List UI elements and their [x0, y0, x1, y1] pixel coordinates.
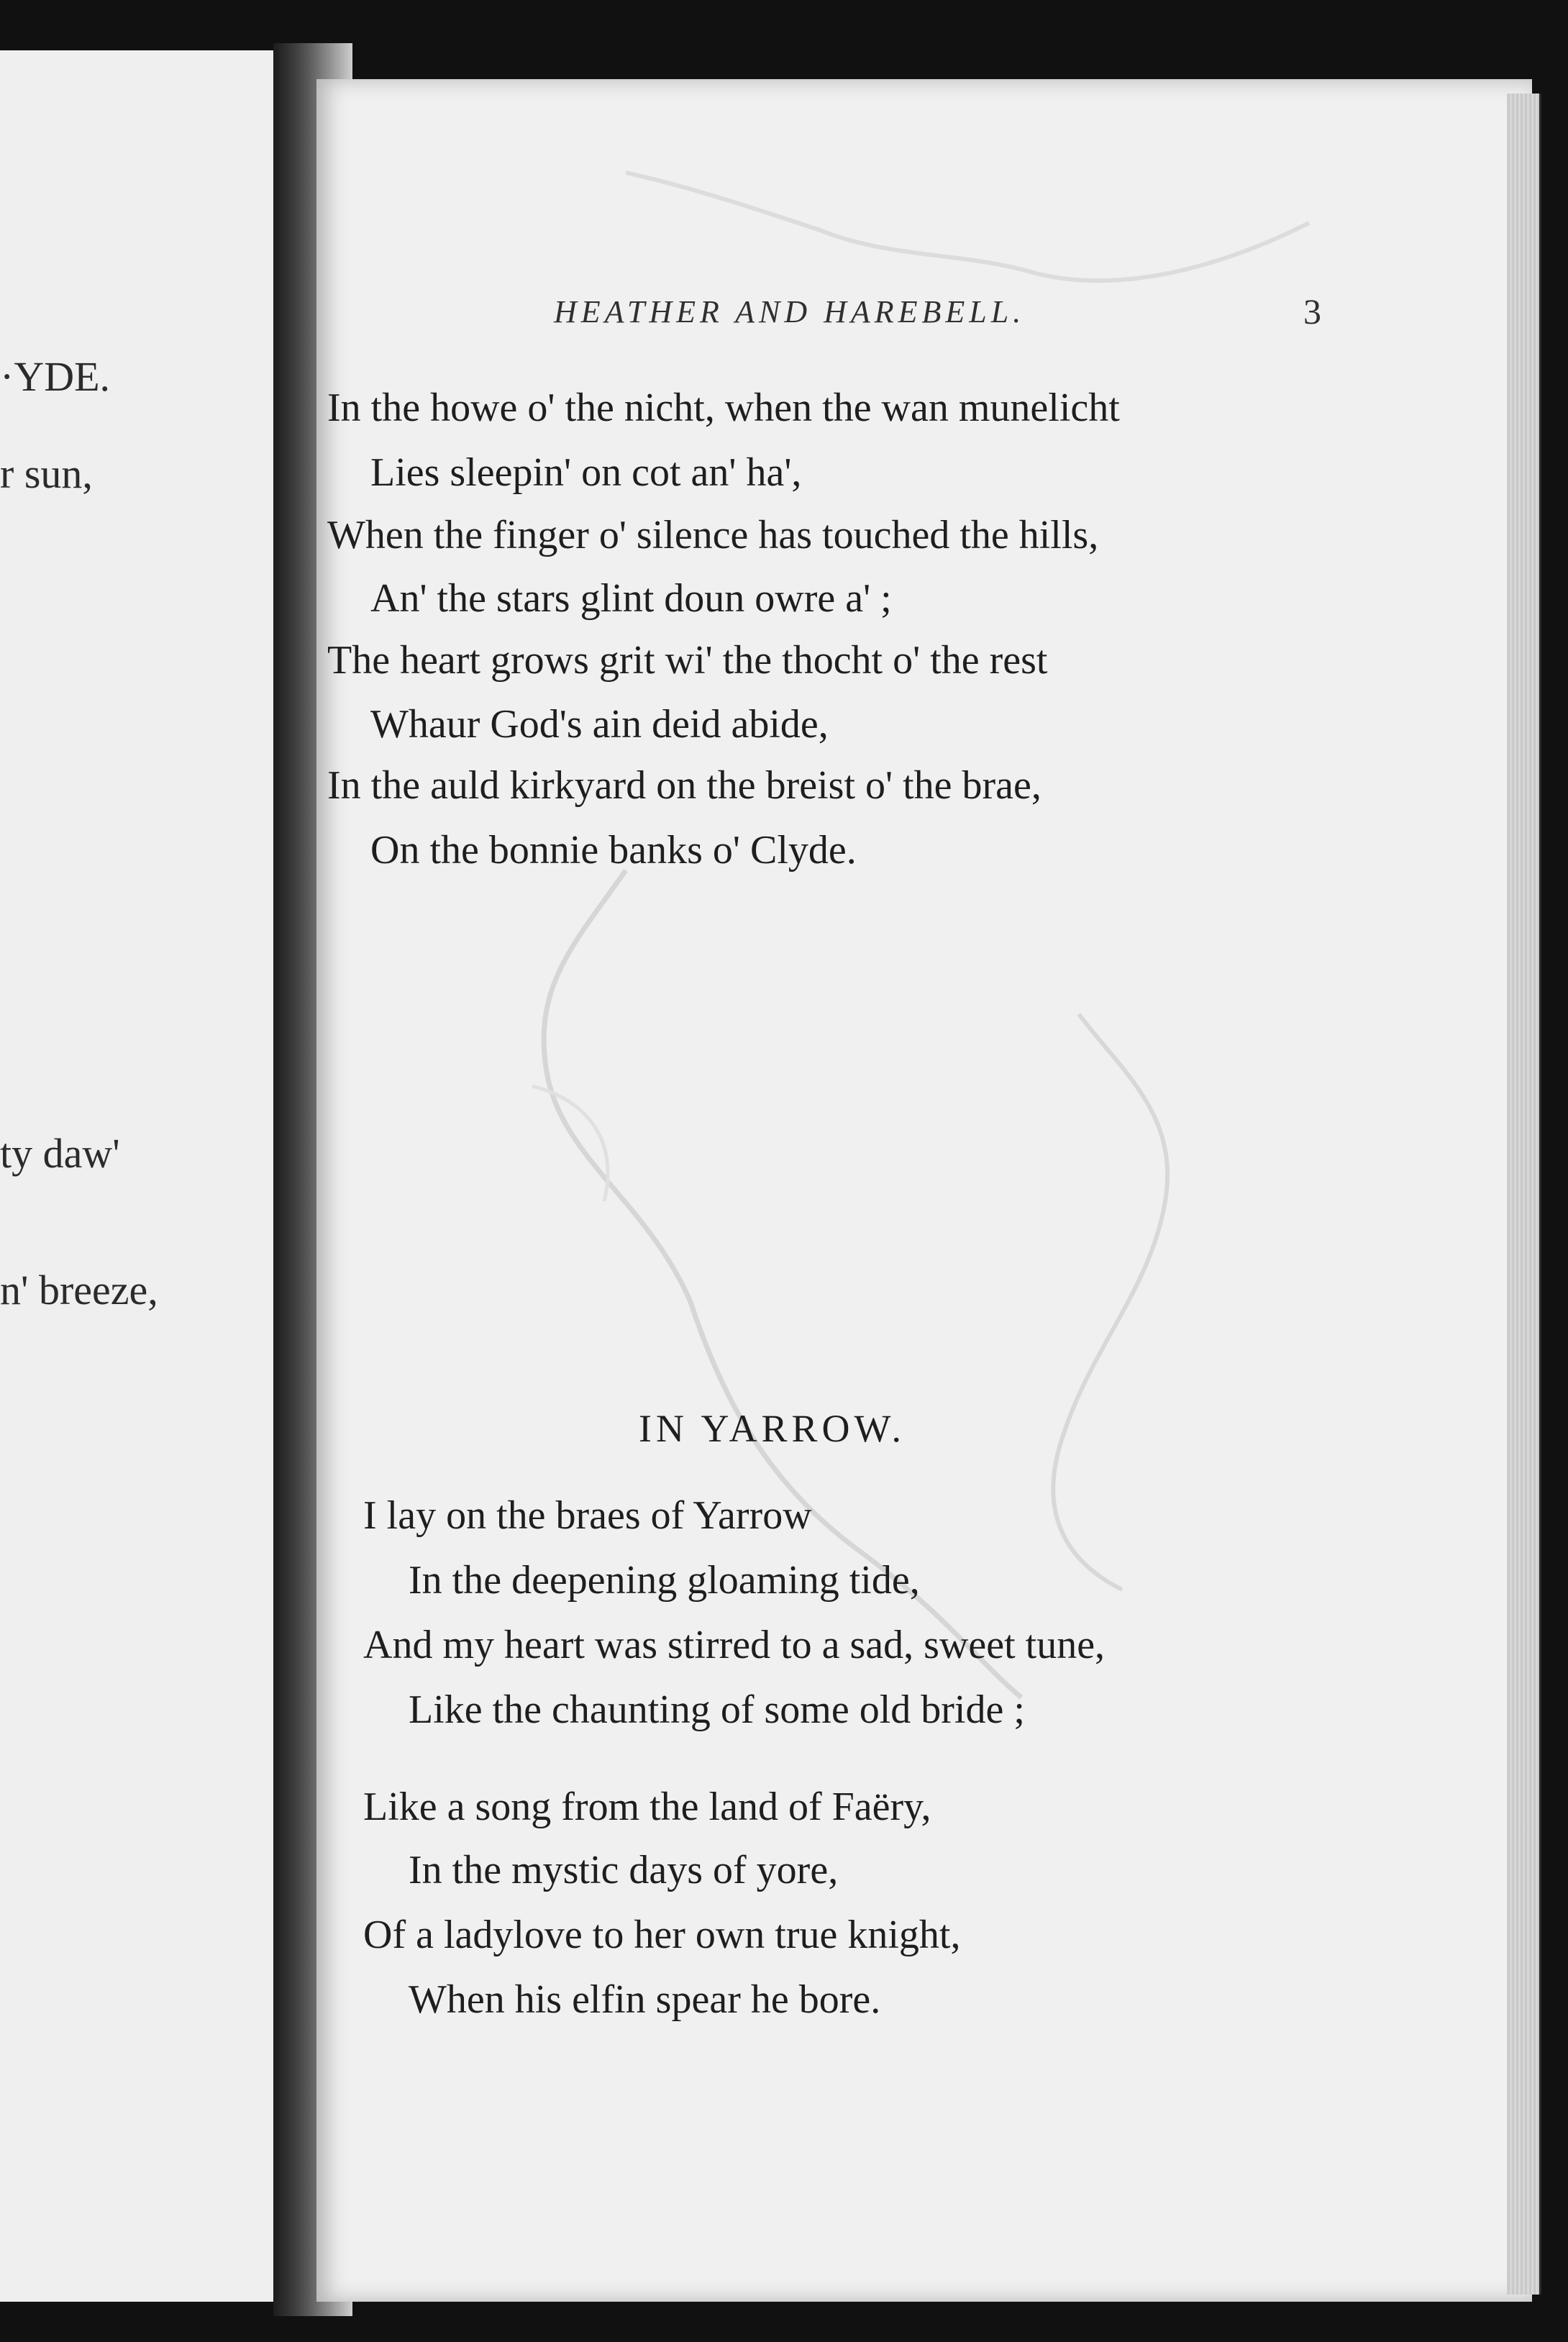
- poem-line: On the bonnie banks o' Clyde.: [370, 828, 857, 872]
- poem-line: When the finger o' silence has touched the hills,: [327, 513, 1099, 557]
- poem-line: When his elfin spear he bore.: [409, 1977, 881, 2022]
- facing-page-fragment: ·YDE.: [0, 353, 111, 400]
- poem-line: In the mystic days of yore,: [409, 1848, 839, 1892]
- running-head: HEATHER AND HAREBELL.: [554, 294, 1026, 329]
- poem-line: An' the stars glint doun owre a' ;: [370, 576, 892, 621]
- poem-line: In the howe o' the nicht, when the wan munelicht: [327, 386, 1120, 430]
- poem-line: Lies sleepin' on cot an' ha',: [370, 450, 802, 495]
- poem-line: I lay on the braes of Yarrow: [363, 1493, 812, 1538]
- facing-page: [0, 50, 302, 2302]
- poem-line: Of a ladylove to her own true knight,: [363, 1913, 961, 1957]
- poem-line: Like a song from the land of Faëry,: [363, 1785, 931, 1829]
- poem-title: IN YARROW.: [639, 1407, 906, 1450]
- poem-line: And my heart was stirred to a sad, sweet tune,: [363, 1623, 1106, 1667]
- page-number: 3: [1303, 291, 1321, 332]
- facing-page-fragment: n' breeze,: [0, 1267, 158, 1313]
- facing-page-fragment: r sun,: [0, 450, 93, 497]
- poem-line: Like the chaunting of some old bride ;: [409, 1687, 1025, 1732]
- facing-page-fragment: ty daw': [0, 1130, 120, 1177]
- poem-line: The heart grows grit wi' the thocht o' the rest: [327, 638, 1048, 683]
- page-edges: [1507, 94, 1541, 2295]
- poem-line: In the auld kirkyard on the breist o' the brae,: [327, 763, 1041, 808]
- poem-line: Whaur God's ain deid abide,: [370, 702, 829, 747]
- poem-line: In the deepening gloaming tide,: [409, 1558, 920, 1603]
